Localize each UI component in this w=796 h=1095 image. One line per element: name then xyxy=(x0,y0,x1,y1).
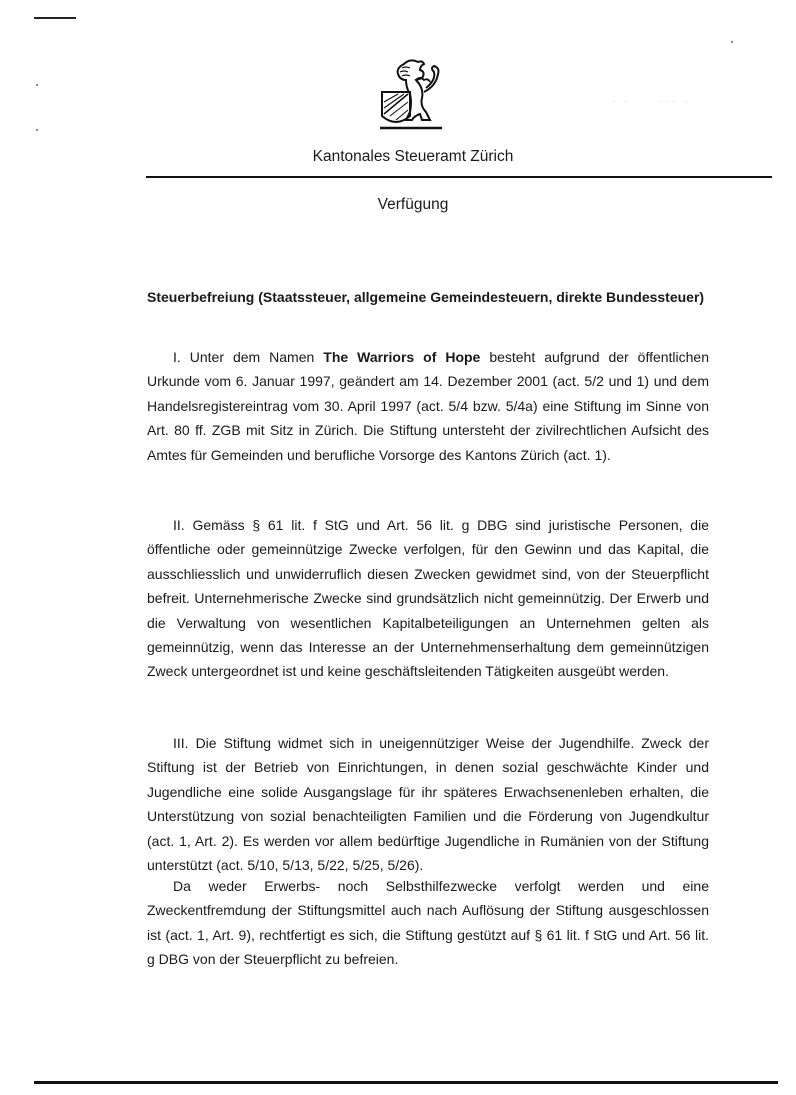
footer-rule xyxy=(34,1081,778,1084)
paragraph-conclusion: Da weder Erwerbs- noch Selbsthilfezwecke verfolgt werden und eine Zweckentfremdung der Stiftungsmittel auch nach Auflösung der Stiftung ausgeschlossen ist (act. 1, Art. 9), rechtfertigt es sich, die Stiftung gestützt auf § 61 lit. f StG und Art. 56 lit. g DBG von der Steuerpflicht zu befreien. xyxy=(147,878,709,968)
scan-speck xyxy=(36,84,38,86)
paragraph-i-prefix: I. Unter dem Namen xyxy=(173,349,324,365)
paragraph-ii: II. Gemäss § 61 lit. f StG und Art. 56 lit. g DBG sind juristische Personen, die öffentliche oder gemeinnützige Zwecke verfolgen, für den Gewinn und das Kapital, die ausschliesslich und unwiderruflich diesen Zwecken gewidmet sind, von der Steuerpflicht befreit. Unternehmerische Zwecke sind grundsätzlich nicht gemeinnützig. Der Erwerb und die Verwaltung von wesentlichen Kapitalbeteiligungen an Unternehmen gelten als gemeinnützig, wenn das Interesse an der Unternehmenserhaltung dem gemeinnützigen Zweck untergeordnet ist und keine geschäftsleitenden Tätigkeiten ausgeübt werden. xyxy=(147,517,709,680)
header-rule xyxy=(146,176,772,178)
decision-subject-heading: Steuerbefreiung (Staatssteuer, allgemeine Gemeindesteuern, direkte Bundessteuer) xyxy=(147,289,705,305)
faint-stamp-mark: · · ··· · xyxy=(612,96,691,107)
paragraph-i xyxy=(147,345,709,467)
paragraph-iii: III. Die Stiftung widmet sich in uneigennütziger Weise der Jugendhilfe. Zweck der Stiftung ist der Betrieb von Einrichtungen, in denen sozial geschwächte Kinder und Jugendliche eine solide Ausgangslage für ihr späteres Erwachsenenleben erhalten, die Unterstützung von sozial benachteiligten Familien und die Förderung von Jugendkultur (act. 1, Art. 2). Es werden vor allem bedürftige Jugendliche in Rumänien von der Stiftung unterstützt (act. 5/10, 5/13, 5/22, 5/25, 5/26). xyxy=(147,735,709,874)
lion-coat-of-arms-icon xyxy=(376,58,446,134)
paragraph-i-text: besteht aufgrund der öffentlichen Urkunde vom 6. Januar 1997, geändert am 14. Dezember 2001 (act. 5/2 und 1) und dem Handelsregistereintrag vom 30. April 1997 (act. 5/4 bzw. 5/4a) eine Stiftung im Sinne von Art. 80 ff. ZGB mit Sitz in Zürich. Die Stiftung untersteht der zivilrechtlichen Aufsicht des Amtes für Gemeinden und berufliche Vorsorge des Kantons Zürich (act. 1). xyxy=(147,349,710,463)
document-title: Verfügung xyxy=(377,196,449,213)
foundation-name: The Warriors of Hope xyxy=(323,349,481,365)
scan-speck xyxy=(731,41,733,43)
scan-speck xyxy=(36,129,38,131)
scan-edge-mark xyxy=(34,17,76,19)
issuing-office-name: Kantonales Steueramt Zürich xyxy=(312,148,514,165)
